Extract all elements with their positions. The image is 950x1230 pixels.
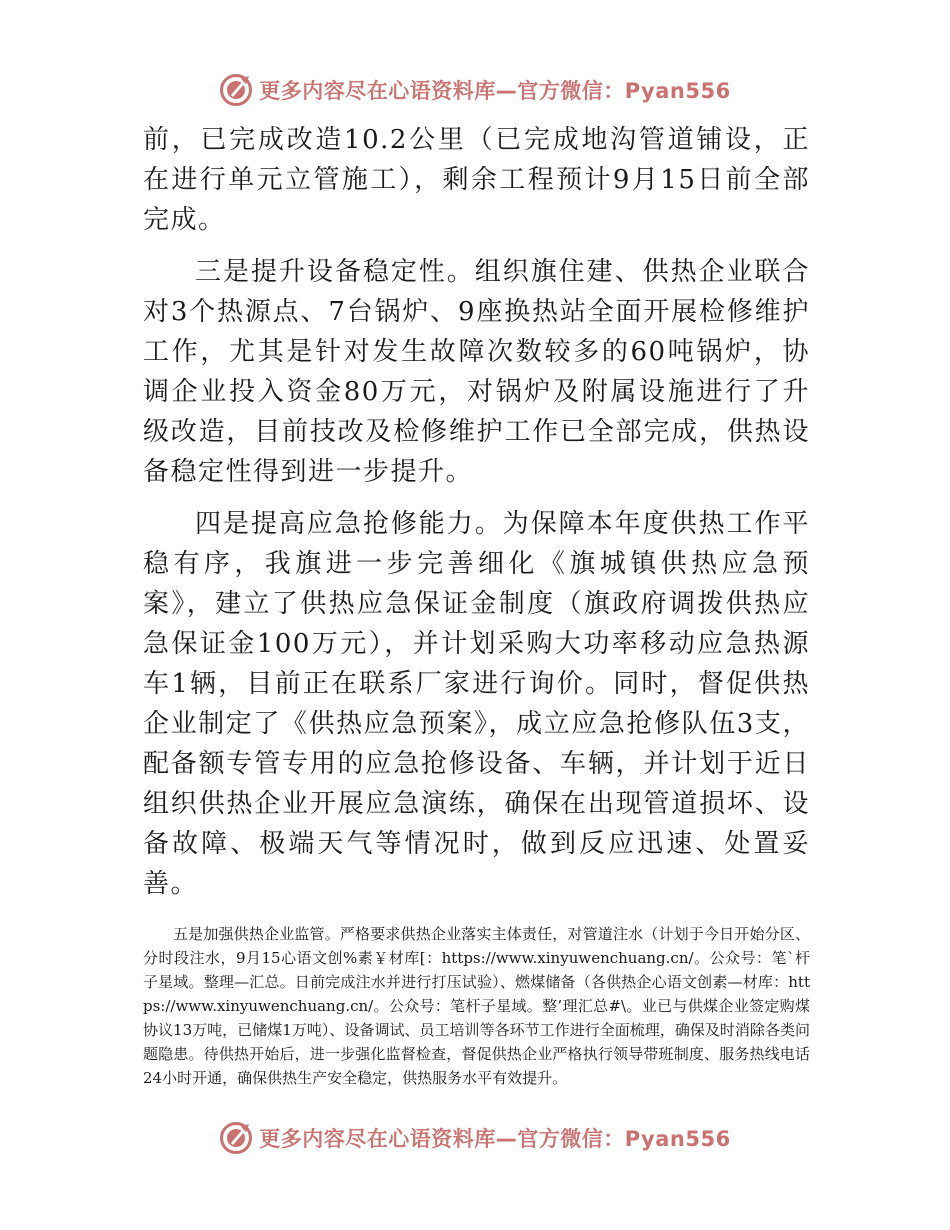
paragraph-equipment-stability: 三是提升设备稳定性。组织旗住建、供热企业联合对3个热源点、7台锅炉、9座换热站全面开展检修维护工作，尤其是针对发生故障次数较多的60吨锅炉，协调企业投入资金80万元，对锅炉及附属设施进行了升级改造，目前技改及检修维护工作已全部完成，供热设备稳定性得到进一步提升。 [143, 257, 810, 487]
header-watermark [0, 70, 950, 110]
paragraph-emergency-repair: 四是提高应急抢修能力。为保障本年度供热工作平稳有序，我旗进一步完善细化《旗城镇供热应急预案》，建立了供热应急保证金制度（旗政府调拨供热应急保证金100万元），并计划采购大功率移动应急热源车1辆，目前正在联系厂家进行询价。同时，督促供热企业制定了《供热应急预案》，成立应急抢修队伍3支，配备额专管专用的应急抢修设备、车辆，并计划于近日组织供热企业开展应急演练，确保在出现管道损坏、设备故障、极端天气等情况时，做到反应迅速、处置妥善。 [143, 509, 810, 899]
document-body [143, 120, 810, 1090]
header-watermark-text: 更多内容尽在心语资料库—官方微信：Pyan556 [259, 79, 731, 103]
footer-watermark [0, 1118, 950, 1158]
paragraph-enterprise-supervision: 五是加强供热企业监管。严格要求供热企业落实主体责任，对管道注水（计划于今日开始分区、分时段注水，9月15心语文创%素￥材库[：https://www.xinyuwenchuang.cn/。公众号：笔`杆子星域。整理—汇总。日前完成注水并进行打压试验）、燃煤储备（各供热企心语文创素—材库：https://www.xinyuwenchuang.cn/。公众号：笔杆子星域。整’理汇总#\。业已与供煤企业签定购煤协议13万吨，已储煤1万吨）、设备调试、员工培训等各环节工作进行全面梳理，确保及时消除各类问题隐患。待供热开始后，进一步强化监督检查，督促供热企业严格执行领导带班制度、服务热线电话24小时开通，确保供热生产安全稳定，供热服务水平有效提升。 [143, 925, 810, 1087]
paragraph-continuation: 前，已完成改造10.2公里（已完成地沟管道铺设，正在进行单元立管施工），剩余工程预计9月15日前全部完成。 [143, 125, 810, 235]
quill-seal-icon [219, 1121, 253, 1155]
footer-watermark-text: 更多内容尽在心语资料库—官方微信：Pyan556 [259, 1127, 731, 1151]
quill-seal-icon [219, 73, 253, 107]
